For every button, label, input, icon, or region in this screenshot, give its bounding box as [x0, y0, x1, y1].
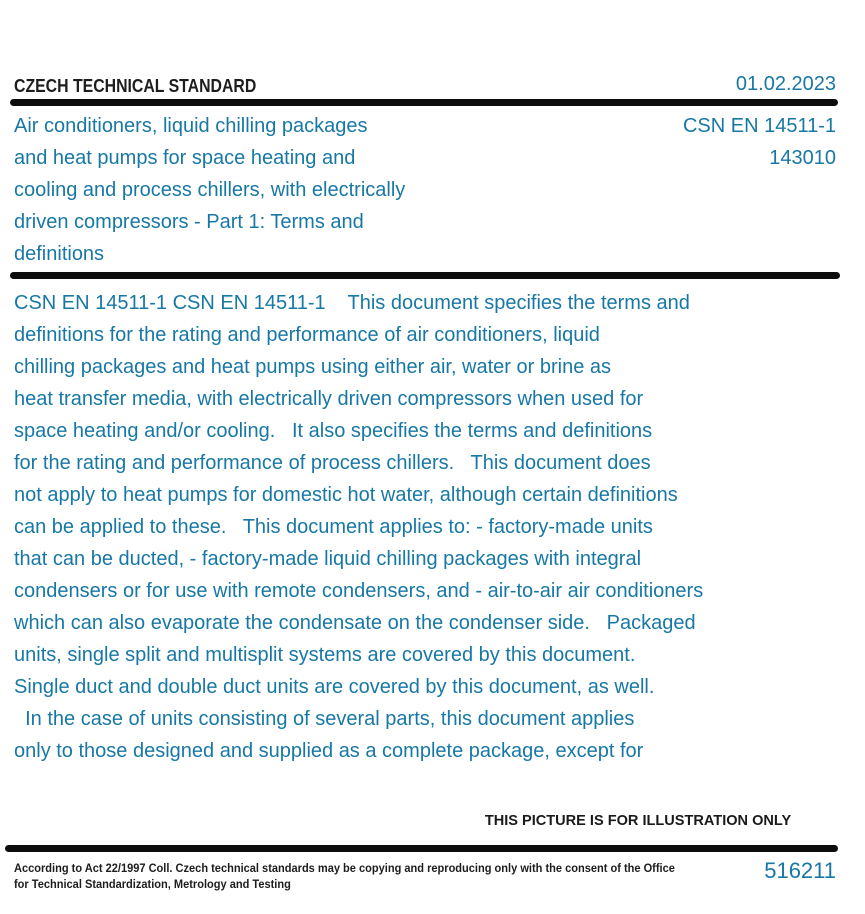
abstract-text	[14, 287, 854, 767]
text-line: units, single split and multisplit systems are covered by this document.	[14, 644, 636, 666]
text-line: Single duct and double duct units are covered by this document, as well.	[14, 676, 655, 698]
text-line: condensers or for use with remote condensers, and - air-to-air air conditioners	[14, 580, 704, 602]
text-line: that can be ducted, - factory-made liquid chilling packages with integral	[14, 548, 642, 570]
text-line: cooling and process chillers, with electrically	[14, 179, 406, 201]
order-number: 516211	[764, 858, 836, 883]
masthead-title: CZECH TECHNICAL STANDARD	[14, 76, 257, 96]
text-line: CSN EN 14511-1 CSN EN 14511-1 This document specifies the terms and	[14, 292, 690, 314]
illustration-only-note: THIS PICTURE IS FOR ILLUSTRATION ONLY	[484, 812, 792, 829]
text-line: In the case of units consisting of several parts, this document applies	[14, 708, 635, 730]
divider-bottom	[5, 845, 838, 852]
standard-reference	[576, 110, 836, 174]
text-line: can be applied to these. This document applies to: - factory-made units	[14, 516, 653, 538]
text-line: for the rating and performance of process chillers. This document does	[14, 452, 651, 474]
text-line: not apply to heat pumps for domestic hot water, although certain definitions	[14, 484, 678, 506]
divider-middle	[10, 272, 840, 279]
standard-title	[14, 110, 574, 270]
issue-date: 01.02.2023	[735, 73, 836, 95]
text-line: According to Act 22/1997 Coll. Czech technical standards may be copying and reproducing only with the consent of the Office	[14, 863, 675, 875]
text-line: driven compressors - Part 1: Terms and	[14, 211, 364, 233]
text-line: for Technical Standardization, Metrology and Testing	[14, 878, 291, 891]
divider-top	[10, 99, 838, 106]
text-line: space heating and/or cooling. It also specifies the terms and definitions	[14, 420, 653, 442]
text-line: heat transfer media, with electrically driven compressors when used for	[14, 388, 644, 410]
text-line: chilling packages and heat pumps using either air, water or brine as	[14, 356, 612, 378]
text-line: definitions	[14, 243, 105, 265]
text-line: Air conditioners, liquid chilling packages	[14, 115, 368, 137]
standard-class-number: 143010	[769, 147, 836, 169]
text-line: which can also evaporate the condensate on the condenser side. Packaged	[14, 612, 696, 634]
text-line: and heat pumps for space heating and	[14, 147, 356, 169]
standard-code: CSN EN 14511-1	[682, 115, 836, 137]
text-line: only to those designed and supplied as a complete package, except for	[14, 740, 644, 762]
copyright-notice	[14, 862, 675, 893]
text-line: definitions for the rating and performance of air conditioners, liquid	[14, 324, 600, 346]
